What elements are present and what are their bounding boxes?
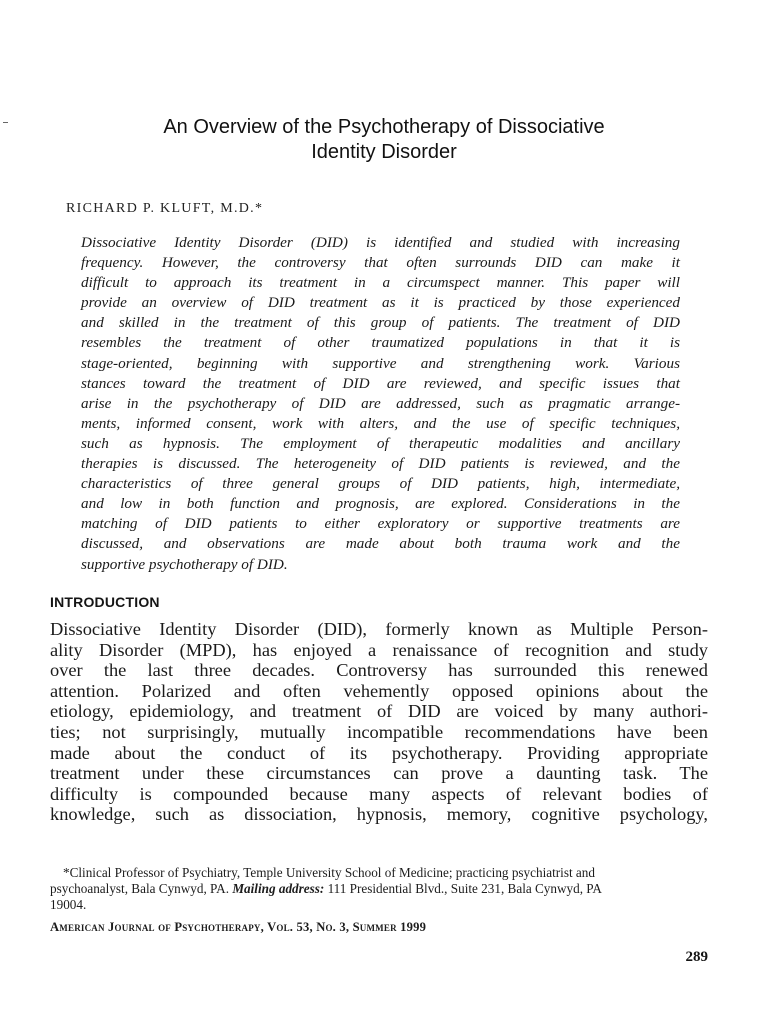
body-paragraph (50, 619, 708, 825)
abstract-line: arise in the psychotherapy of DID are addressed, such as pragmatic arrange- (81, 394, 680, 412)
body-line: over the last three decades. Controversy has surrounded this renewed (50, 660, 708, 681)
body-line: ality Disorder (MPD), has enjoyed a renaissance of recognition and study (50, 639, 708, 660)
title-line-1: An Overview of the Psychotherapy of Dissociative (163, 116, 605, 138)
abstract-line: and low in both function and prognosis, are explored. Considerations in the (81, 495, 680, 513)
title-line-2: Identity Disorder (311, 141, 457, 163)
author-footnote (50, 865, 710, 913)
abstract-line: Dissociative Identity Disorder (DID) is identified and studied with increasing (81, 234, 680, 251)
mailing-address-label: Mailing address: (232, 881, 325, 896)
abstract-line: difficult to approach its treatment in a circumspect manner. This paper will (81, 274, 680, 292)
author-byline: RICHARD P. KLUFT, M.D.* (66, 201, 264, 216)
body-line: difficulty is compounded because many aspects of relevant bodies of (50, 783, 708, 804)
footnote-line-1: *Clinical Professor of Psychiatry, Temple University School of Medicine; practicing psychiatrist and (63, 865, 595, 880)
footnote-line-2 (50, 881, 710, 897)
abstract-line: and skilled in the treatment of this group of patients. The treatment of DID (81, 314, 680, 332)
abstract (81, 233, 680, 575)
abstract-line: discussed, and observations are made about both trauma work and the (81, 535, 680, 553)
abstract-line: resembles the treatment of other traumatized populations in that it is (81, 334, 680, 352)
footnote-affiliation: psychoanalyst, Bala Cynwyd, PA. (50, 881, 233, 896)
footnote-line-3: 19004. (50, 897, 87, 912)
body-line: treatment under these circumstances can prove a daunting task. The (50, 763, 708, 784)
abstract-line: therapies is discussed. The heterogeneity of DID patients is reviewed, and the (81, 455, 680, 473)
body-line: ties; not surprisingly, mutually incompatible recommendations have been (50, 721, 708, 742)
body-line: Dissociative Identity Disorder (DID), formerly known as Multiple Person- (50, 619, 708, 639)
abstract-line: matching of DID patients to either exploratory or supportive treatments are (81, 515, 680, 533)
abstract-line: frequency. However, the controversy that often surrounds DID can make it (81, 254, 680, 272)
mailing-address: 111 Presidential Blvd., Suite 231, Bala Cynwyd, PA (324, 881, 602, 896)
abstract-line: stances toward the treatment of DID are reviewed, and specific issues that (81, 374, 680, 392)
body-line: knowledge, such as dissociation, hypnosis, memory, cognitive psychology, (50, 804, 708, 825)
abstract-line: characteristics of three general groups of DID patients, high, intermediate, (81, 475, 680, 493)
page-number: 289 (685, 949, 708, 965)
abstract-line: ments, informed consent, work with alters, and the use of specific techniques, (81, 414, 680, 432)
article-title (60, 115, 708, 165)
abstract-line: such as hypnosis. The employment of therapeutic modalities and ancillary (81, 434, 680, 452)
abstract-line: stage-oriented, beginning with supportive and strengthening work. Various (81, 354, 680, 372)
body-line: made about the conduct of its psychotherapy. Providing appropriate (50, 742, 708, 763)
body-line: attention. Polarized and often vehemently opposed opinions about the (50, 680, 708, 701)
journal-citation: American Journal of Psychotherapy, Vol. 53, No. 3, Summer 1999 (50, 920, 427, 934)
scan-margin-mark (3, 122, 8, 123)
section-heading: INTRODUCTION (50, 594, 160, 610)
abstract-line: provide an overview of DID treatment as it is practiced by those experienced (81, 294, 680, 312)
body-line: etiology, epidemiology, and treatment of DID are voiced by many authori- (50, 701, 708, 722)
abstract-line: supportive psychotherapy of DID. (81, 555, 288, 573)
